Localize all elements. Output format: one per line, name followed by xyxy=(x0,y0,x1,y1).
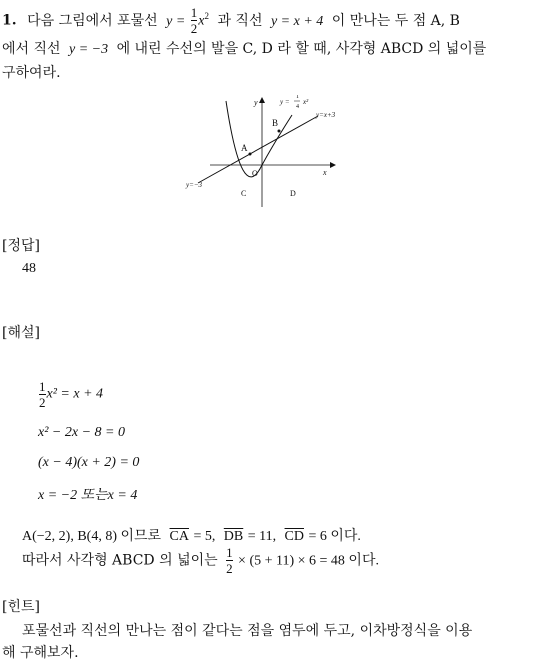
segment-cd: $\overline{CD}$ xyxy=(284,529,304,544)
parabola-fraction xyxy=(191,6,198,35)
problem-text: 이 만나는 두 점 A, B xyxy=(331,12,460,29)
fraction-denominator: 2 xyxy=(226,561,233,576)
point-c-label: C xyxy=(241,189,247,198)
area-text: 따라서 사각형 ABCD 의 넓이는 xyxy=(22,552,218,569)
parabola-equation-lhs: y = xyxy=(166,13,186,29)
problem-line-3 xyxy=(2,62,61,82)
solution-label: [해설] xyxy=(2,325,40,341)
problem-text: 에서 직선 xyxy=(2,41,61,57)
parabola-label-var: x² xyxy=(303,98,309,106)
hint-label: [힌트] xyxy=(2,599,40,615)
hline-label: y=−3 xyxy=(186,181,203,189)
parabola-label-den: 4 xyxy=(296,104,299,110)
x-axis-arrow xyxy=(330,162,336,168)
segment-ca-value: = 5, xyxy=(193,529,216,544)
fraction-numerator: 1 xyxy=(226,545,233,560)
area-fraction xyxy=(226,546,233,575)
solution-points-line xyxy=(22,525,361,545)
fraction-numerator: 1 xyxy=(39,379,46,394)
fraction-denominator: 2 xyxy=(190,21,198,36)
parabola-label-num: 1 xyxy=(296,95,299,100)
point-d-label: D xyxy=(290,189,296,198)
problem-text: 과 직선 xyxy=(217,12,263,29)
point-b-label: B xyxy=(272,118,279,128)
problem-text: 구하여라. xyxy=(2,65,61,81)
solution-equation-1 xyxy=(38,380,103,409)
problem-line-1 xyxy=(2,6,460,35)
axis-x-label: x xyxy=(323,168,327,177)
horizontal-line-equation: y = −3 xyxy=(69,42,109,57)
hint-line-1: 포물선과 직선의 만나는 점이 같다는 점을 염두에 두고, 이차방정식을 이용 xyxy=(22,623,473,639)
equation-rest: x² = x + 4 xyxy=(46,386,104,402)
area-text: × (5 + 11) × 6 = 48 이다. xyxy=(238,553,379,569)
problem-text: 에 내린 수선의 발을 C, D 라 할 때, 사각형 ABCD 의 넓이를 xyxy=(116,41,487,57)
equation-fraction xyxy=(39,380,46,409)
problem-text: 다음 그림에서 포물선 xyxy=(27,12,158,29)
segment-db: $\overline{DB}$ xyxy=(223,529,244,544)
axis-y-label: y xyxy=(254,98,258,107)
point-a-dot xyxy=(249,153,252,156)
point-b-dot xyxy=(278,130,281,133)
solution-equation-4: x = −2 또는x = 4 xyxy=(38,488,138,503)
parabola-figure xyxy=(180,95,350,210)
segment-cd-value: = 6 이다. xyxy=(308,529,361,544)
y-axis-arrow xyxy=(259,97,265,103)
fraction-numerator: 1 xyxy=(190,5,198,20)
points-text: A(−2, 2), B(4, 8) 이므로 xyxy=(22,529,162,544)
parabola-exponent: 2 xyxy=(204,10,209,21)
solution-equation-2: x² − 2x − 8 = 0 xyxy=(38,425,125,440)
fraction-denominator: 2 xyxy=(39,395,46,410)
origin-label: O xyxy=(252,169,258,178)
parabola-variable: x xyxy=(198,13,205,29)
point-a-label: A xyxy=(241,143,248,153)
solution-area-line xyxy=(22,546,379,575)
line-equation: y = x + 4 xyxy=(270,13,324,29)
solution-equation-3: (x − 4)(x + 2) = 0 xyxy=(38,455,140,470)
line-y-x-3 xyxy=(198,116,318,183)
problem-number: 1. xyxy=(2,12,17,29)
line-label: y=x+3 xyxy=(316,111,336,119)
segment-db-value: = 11, xyxy=(247,529,277,544)
parabola-curve xyxy=(226,101,292,177)
answer-label: [정답] xyxy=(2,238,40,254)
hint-line-2: 해 구해보자. xyxy=(2,645,79,661)
parabola-label-lhs: y = xyxy=(280,98,290,106)
answer-value: 48 xyxy=(22,261,36,276)
problem-line-2 xyxy=(2,38,486,58)
segment-ca: $\overline{CA}$ xyxy=(169,529,189,544)
